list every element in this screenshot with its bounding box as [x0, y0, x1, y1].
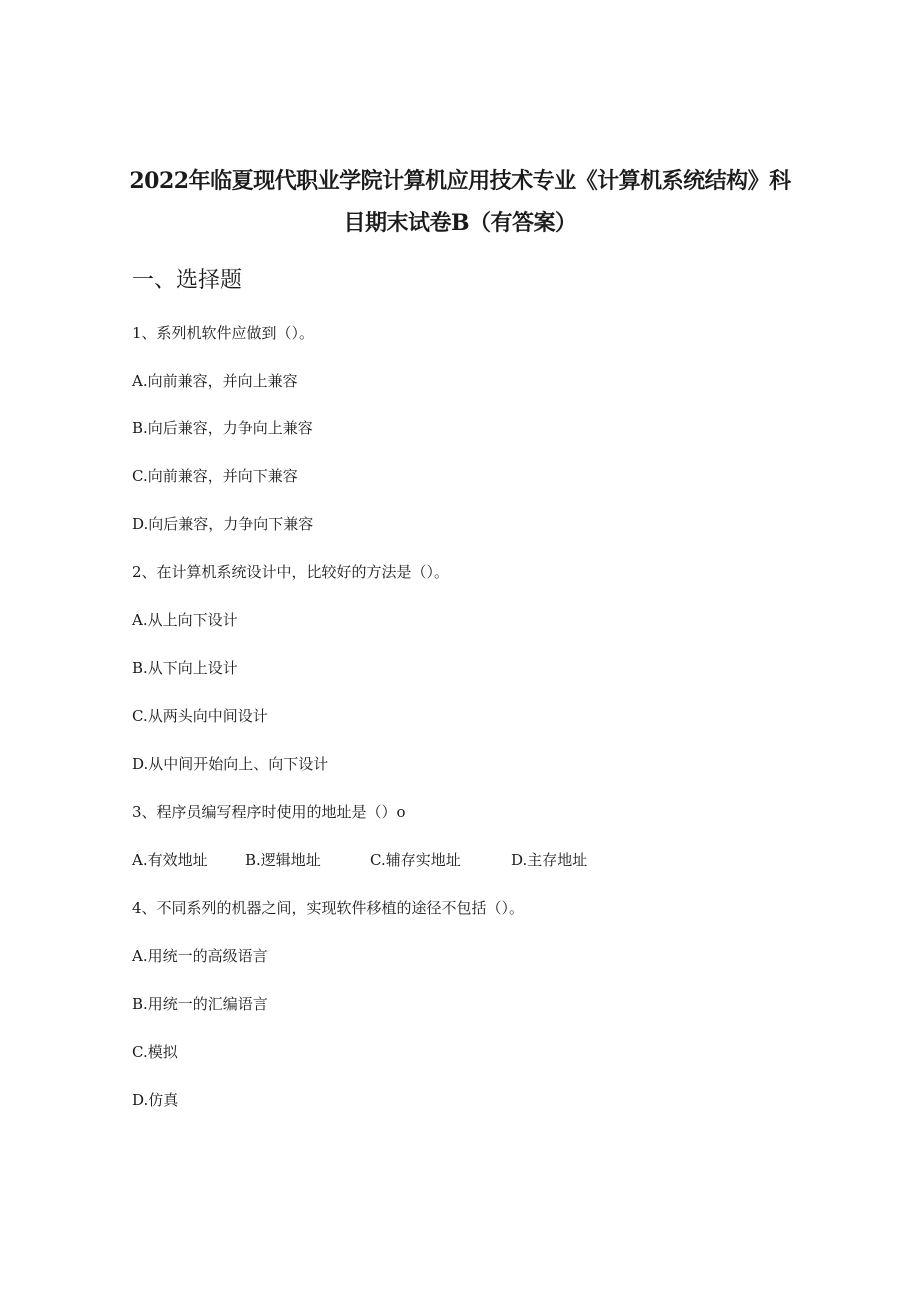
question-3-option-b: B.逻辑地址 [245, 851, 321, 869]
question-2-option-d: D.从中间开始向上、向下设计 [132, 755, 329, 773]
question-4-option-a: A.用统一的高级语言 [132, 947, 268, 965]
page-title-line-2: 目期末试卷B（有答案） [343, 210, 577, 236]
question-3-option-a: A.有效地址 [132, 851, 208, 869]
question-3-option-c: C.辅存实地址 [370, 851, 461, 869]
question-2-option-c: C.从两头向中间设计 [132, 707, 268, 725]
question-1-stem: 1、系列机软件应做到（）。 [132, 324, 315, 342]
question-1-option-a: A.向前兼容，并向上兼容 [132, 372, 298, 390]
question-4-option-c: C.模拟 [132, 1043, 178, 1061]
page-title-line-1: 2022年临夏现代职业学院计算机应用技术专业《计算机系统结构》科 [129, 168, 791, 194]
question-4-stem: 4、不同系列的机器之间，实现软件移植的途径不包括（）。 [132, 899, 525, 917]
question-3-stem: 3、程序员编写程序时使用的地址是（）o [132, 803, 406, 821]
question-2-option-a: A.从上向下设计 [132, 611, 238, 629]
question-3-option-d: D.主存地址 [511, 851, 588, 869]
question-4-option-d: D.仿真 [132, 1091, 179, 1109]
question-2-option-b: B.从下向上设计 [132, 659, 238, 677]
question-2-stem: 2、在计算机系统设计中，比较好的方法是（）。 [132, 563, 450, 581]
question-1-option-b: B.向后兼容，力争向上兼容 [132, 419, 313, 437]
question-1-option-d: D.向后兼容，力争向下兼容 [132, 515, 314, 533]
question-4-option-b: B.用统一的汇编语言 [132, 995, 268, 1013]
section-heading: 一、选择题 [132, 268, 243, 293]
question-1-option-c: C.向前兼容，并向下兼容 [132, 467, 298, 485]
